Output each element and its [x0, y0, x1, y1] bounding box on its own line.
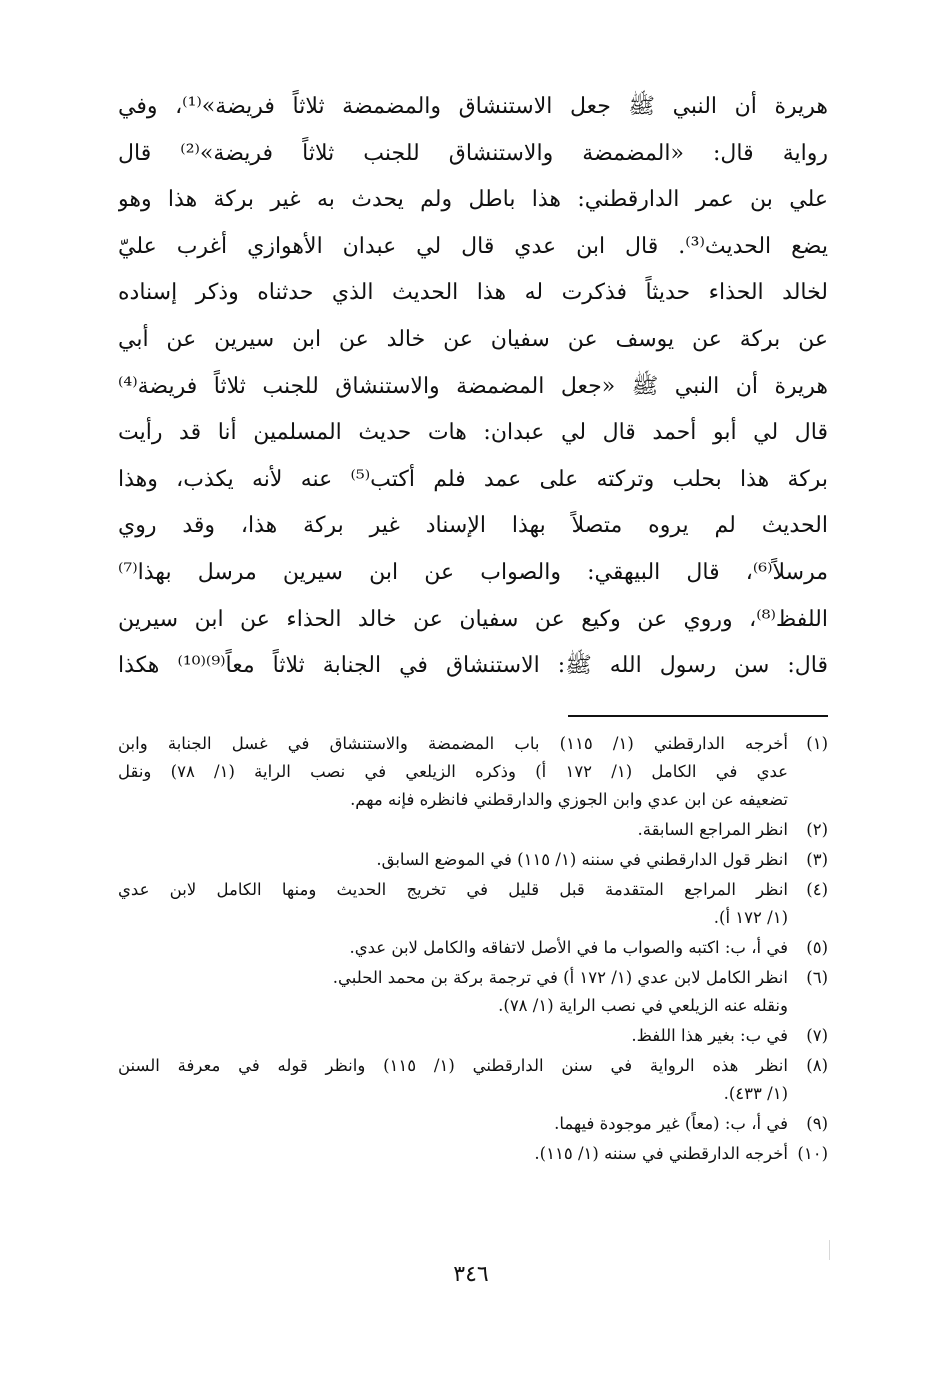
footnote-separator: [568, 715, 828, 717]
footnote-line: ونقله عنه الزيلعي في نصب الراية (١/ ٧٨).: [498, 996, 788, 1015]
footnote-line: عدي في الكامل (١/ ١٧٢ أ) وذكره الزيلعي في نصب الراية (١/ ٧٨) ونقل: [118, 762, 788, 781]
main-text-line: عن بركة عن يوسف عن سفيان عن خالد عن ابن سيرين عن أبي: [118, 326, 828, 352]
footnotes-block: [118, 730, 828, 1168]
footnote-number: (٩): [806, 1114, 828, 1133]
footnote-10: [118, 1140, 828, 1168]
main-text-line: هريرة أن النبي ﷺ جعل الاستنشاق والمضمضة ثلاثاً فريضة»⁽¹⁾، وفي: [118, 94, 828, 119]
footnote-number: (٥): [806, 938, 828, 957]
footnote-number: (٧): [806, 1026, 828, 1045]
footnote-line: في ب: بغير هذا اللفظ.: [631, 1026, 788, 1045]
footnote-number: (٢): [806, 820, 828, 839]
footnote-line: انظر الكامل لابن عدي (١/ ١٧٢ أ) في ترجمة بركة بن محمد الحلبي.: [332, 968, 788, 987]
footnote-line: انظر هذه الرواية في سنن الدارقطني (١/ ١١٥) وانظر قوله في معرفة السنن: [118, 1056, 788, 1075]
footnote-number: (٦): [806, 968, 828, 987]
footnote-line: أخرجه الدارقطني (١/ ١١٥) باب المضمضة والاستنشاق في غسل الجنابة وابن: [118, 734, 788, 753]
footnote-line: انظر المراجع السابقة.: [637, 820, 788, 839]
footnote-5: [118, 934, 828, 962]
main-text-line: قال لي أبو أحمد قال لي عبدان: هات حديث المسلمين أنا قد رأيت: [118, 420, 828, 446]
footnote-4: [118, 876, 828, 932]
main-text-line: يضع الحديث⁽³⁾. قال ابن عدي قال لي عبدان الأهوازي أغرب عليّ: [118, 233, 828, 259]
footnote-line: في أ، ب: اكتبه والصواب ما في الأصل لاتفاقه والكامل لابن عدي.: [349, 938, 788, 957]
main-text-line: لخالد الحذاء حديثاً فذكرت له هذا الحديث الذي حدثناه وذكر إسناده: [118, 280, 828, 306]
footnote-1: [118, 730, 828, 814]
main-text-line: رواية قال: «المضمضة والاستنشاق للجنب ثلاثاً فريضة»⁽²⁾ قال: [118, 140, 828, 166]
footnote-number: (٤): [806, 880, 828, 899]
main-text-line: علي بن عمر الدارقطني: هذا باطل ولم يحدث به غير بركة هذا وهو: [118, 187, 828, 213]
page-number: ٣٤٦: [453, 1262, 489, 1287]
footnote-line: أخرجه الدارقطني في سننه (١/ ١١٥).: [534, 1144, 788, 1163]
main-text-line: اللفظ⁽⁸⁾، وروي عن وكيع عن سفيان عن خالد الحذاء عن ابن سيرين: [118, 606, 828, 632]
footnote-6: [118, 964, 828, 1020]
footnote-line: تضعيفه عن ابن عدي وابن الجوزي والدارقطني فانظره فإنه مهم.: [350, 790, 788, 809]
footnote-line: انظر قول الدارقطني في سننه (١/ ١١٥) في الموضع السابق.: [376, 850, 788, 869]
footnote-9: [118, 1110, 828, 1138]
footnote-number: (١٠): [797, 1144, 828, 1163]
page-edge-mark: [829, 1240, 830, 1260]
footnote-2: [118, 816, 828, 844]
footnote-line: انظر المراجع المتقدمة قبل قليل في تخريج الحديث ومنها الكامل لابن عدي: [118, 880, 788, 899]
footnote-line: (١/ ٤٣٣).: [723, 1084, 788, 1103]
main-text-line: بركة هذا بحلب وتركته على عمد فلم أكتب⁽⁵⁾ عنه لأنه يكذب، وهذا: [118, 466, 828, 492]
main-text-line: مرسلاً⁽⁶⁾، قال البيهقي: والصواب عن ابن سيرين مرسل بهذا⁽⁷⁾: [118, 559, 828, 585]
footnote-number: (٣): [806, 850, 828, 869]
main-text-block: [118, 84, 828, 690]
footnote-number: (١): [806, 734, 828, 753]
footnote-line: (١/ ١٧٢ أ).: [713, 908, 788, 927]
footnote-8: [118, 1052, 828, 1108]
main-text-line: الحديث لم يروه متصلاً بهذا الإسناد غير بركة هذا، وقد روي: [118, 513, 828, 539]
footnote-7: [118, 1022, 828, 1050]
footnote-3: [118, 846, 828, 874]
main-text-line: قال: سن رسول الله ﷺ: الاستنشاق في الجنابة ثلاثاً معاً⁽⁹⁾⁽¹⁰⁾ هكذا: [118, 653, 828, 679]
footnote-number: (٨): [806, 1056, 828, 1075]
main-text-line: هريرة أن النبي ﷺ «جعل المضمضة والاستنشاق للجنب ثلاثاً فريضة⁽⁴⁾: [118, 373, 828, 399]
footnote-line: في أ، ب: (معاً) غير موجودة فيهما.: [554, 1114, 788, 1133]
